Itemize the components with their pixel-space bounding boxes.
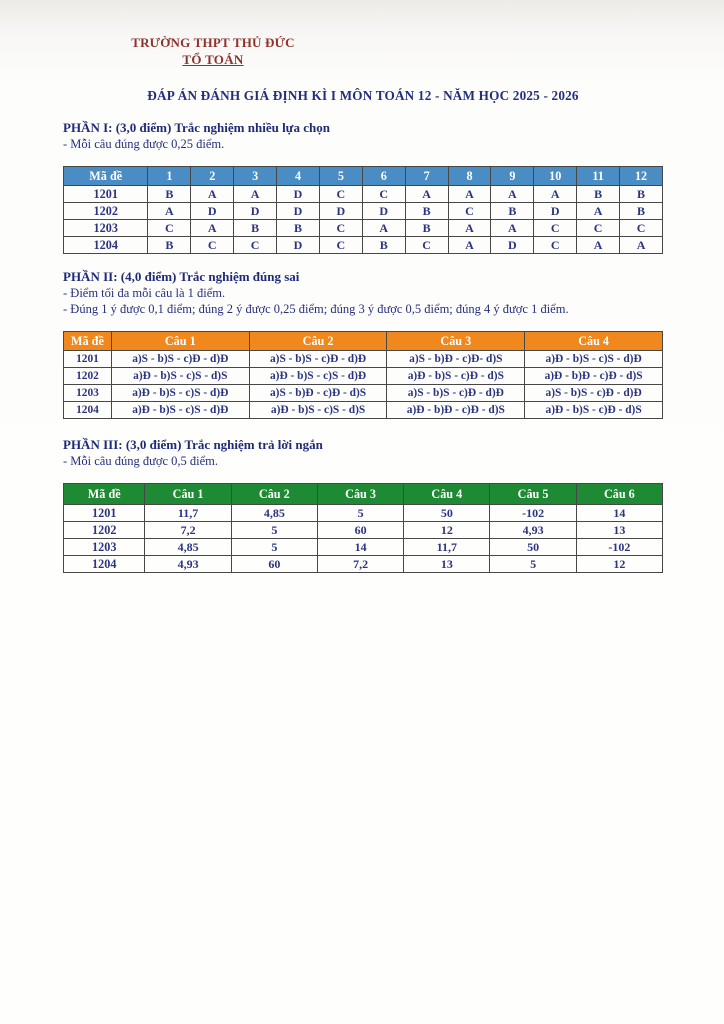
exam-code-cell: 1202 (64, 368, 112, 385)
table-row (64, 220, 663, 237)
answer-cell: D (362, 203, 405, 220)
answer-cell: A (448, 186, 491, 203)
table-row (64, 203, 663, 220)
answer-cell: A (405, 186, 448, 203)
answer-cell: a)S - b)S - c)Đ - d)Đ (111, 351, 249, 368)
table-header-row (64, 332, 663, 351)
answer-cell: C (448, 203, 491, 220)
answer-cell: 4,93 (490, 522, 576, 539)
answer-cell: 14 (317, 539, 403, 556)
answer-cell: A (620, 237, 663, 254)
section2-note-1: - Điểm tối đa mỗi câu là 1 điểm. (63, 286, 226, 300)
answer-cell: 12 (404, 522, 490, 539)
exam-code-cell: 1203 (64, 385, 112, 402)
answer-cell: A (577, 237, 620, 254)
question-column-header: 11 (577, 167, 620, 186)
answer-cell: a)Đ - b)S - c)S - d)Đ (111, 385, 249, 402)
answer-cell: C (362, 186, 405, 203)
answer-table (63, 331, 663, 419)
table-header-row (64, 167, 663, 186)
answer-cell: A (448, 237, 491, 254)
section3-answer-table (63, 483, 663, 573)
table-row (64, 385, 663, 402)
question-column-header: Câu 1 (111, 332, 249, 351)
answer-cell: 14 (576, 505, 662, 522)
exam-code-cell: 1202 (64, 522, 145, 539)
section1-heading: PHẦN I: (3,0 điểm) Trắc nghiệm nhiều lựa chọn (63, 120, 330, 135)
exam-code-cell: 1201 (64, 351, 112, 368)
answer-cell: a)S - b)S - c)Đ - d)Đ (525, 385, 663, 402)
department-name: TỔ TOÁN (182, 52, 244, 67)
exam-code-column-header: Mã đề (64, 484, 145, 505)
answer-cell: a)Đ - b)S - c)Đ - d)S (387, 368, 525, 385)
answer-cell: A (362, 220, 405, 237)
answer-cell: B (148, 186, 191, 203)
answer-cell: C (191, 237, 234, 254)
answer-cell: C (319, 220, 362, 237)
section3-heading: PHẦN III: (3,0 điểm) Trắc nghiệm trả lời ngắn (63, 437, 323, 452)
question-column-header: 12 (620, 167, 663, 186)
question-column-header: 10 (534, 167, 577, 186)
answer-cell: a)Đ - b)Đ - c)Đ - d)S (525, 368, 663, 385)
answer-cell: B (491, 203, 534, 220)
answer-cell: D (277, 237, 320, 254)
table-row (64, 186, 663, 203)
answer-cell: C (534, 220, 577, 237)
answer-cell: D (534, 203, 577, 220)
exam-code-column-header: Mã đề (64, 167, 148, 186)
exam-code-cell: 1204 (64, 556, 145, 573)
answer-cell: A (577, 203, 620, 220)
answer-cell: A (491, 186, 534, 203)
question-column-header: 7 (405, 167, 448, 186)
exam-code-column-header: Mã đề (64, 332, 112, 351)
answer-cell: a)Đ - b)S - c)S - d)S (111, 368, 249, 385)
answer-cell: B (405, 203, 448, 220)
answer-cell: 4,85 (145, 539, 231, 556)
question-column-header: Câu 4 (525, 332, 663, 351)
school-name: TRƯỜNG THPT THỦ ĐỨC (131, 35, 295, 50)
question-column-header: 9 (491, 167, 534, 186)
table-row (64, 351, 663, 368)
section1-note: - Mỗi câu đúng được 0,25 điểm. (63, 137, 225, 151)
answer-cell: 7,2 (317, 556, 403, 573)
exam-code-cell: 1202 (64, 203, 148, 220)
question-column-header: Câu 2 (231, 484, 317, 505)
answer-cell: A (491, 220, 534, 237)
answer-cell: 11,7 (404, 539, 490, 556)
answer-cell: C (234, 237, 277, 254)
answer-cell: a)Đ - b)S - c)S - d)Đ (249, 368, 387, 385)
answer-cell: a)S - b)Đ - c)Đ - d)S (249, 385, 387, 402)
answer-cell: C (577, 220, 620, 237)
answer-cell: D (277, 203, 320, 220)
answer-cell: 60 (317, 522, 403, 539)
question-column-header: 2 (191, 167, 234, 186)
answer-cell: 50 (404, 505, 490, 522)
table-row (64, 402, 663, 419)
question-column-header: 4 (277, 167, 320, 186)
answer-cell: A (448, 220, 491, 237)
answer-cell: B (362, 237, 405, 254)
answer-cell: C (620, 220, 663, 237)
answer-cell: D (319, 203, 362, 220)
answer-cell: -102 (576, 539, 662, 556)
answer-cell: 5 (231, 522, 317, 539)
answer-cell: B (277, 220, 320, 237)
answer-cell: B (620, 203, 663, 220)
answer-cell: 4,93 (145, 556, 231, 573)
table-row (64, 368, 663, 385)
answer-table (63, 166, 663, 254)
answer-cell: B (148, 237, 191, 254)
answer-cell: a)Đ - b)S - c)S - d)Đ (525, 351, 663, 368)
answer-cell: 5 (490, 556, 576, 573)
answer-cell: 50 (490, 539, 576, 556)
question-column-header: Câu 5 (490, 484, 576, 505)
answer-cell: a)Đ - b)S - c)S - d)Đ (111, 402, 249, 419)
answer-cell: a)S - b)S - c)Đ - d)Đ (387, 385, 525, 402)
answer-cell: a)Đ - b)Đ - c)Đ - d)S (387, 402, 525, 419)
section2-answer-table (63, 331, 663, 419)
question-column-header: Câu 1 (145, 484, 231, 505)
answer-cell: D (191, 203, 234, 220)
answer-cell: A (234, 186, 277, 203)
answer-cell: B (405, 220, 448, 237)
answer-cell: 5 (317, 505, 403, 522)
table-header-row (64, 484, 663, 505)
section1-answer-table (63, 166, 663, 254)
question-column-header: Câu 6 (576, 484, 662, 505)
section3-note: - Mỗi câu đúng được 0,5 điểm. (63, 454, 219, 468)
table-row (64, 556, 663, 573)
answer-cell: a)Đ - b)S - c)S - d)S (249, 402, 387, 419)
answer-cell: 60 (231, 556, 317, 573)
answer-cell: C (148, 220, 191, 237)
table-row (64, 505, 663, 522)
answer-cell: 7,2 (145, 522, 231, 539)
table-row (64, 522, 663, 539)
question-column-header: 6 (362, 167, 405, 186)
section2-heading: PHẦN II: (4,0 điểm) Trắc nghiệm đúng sai (63, 269, 300, 284)
school-header-block (63, 34, 363, 68)
question-column-header: 8 (448, 167, 491, 186)
table-row (64, 539, 663, 556)
question-column-header: 3 (234, 167, 277, 186)
answer-cell: 12 (576, 556, 662, 573)
answer-cell: a)Đ - b)S - c)Đ - d)S (525, 402, 663, 419)
answer-cell: 11,7 (145, 505, 231, 522)
answer-cell: 13 (404, 556, 490, 573)
answer-cell: -102 (490, 505, 576, 522)
question-column-header: Câu 3 (387, 332, 525, 351)
answer-cell: A (191, 186, 234, 203)
exam-code-cell: 1204 (64, 237, 148, 254)
answer-cell: B (577, 186, 620, 203)
section2-note-2: - Đúng 1 ý được 0,1 điểm; đúng 2 ý được 0,25 điểm; đúng 3 ý được 0,5 điểm; đúng 4 ý được 1 điểm. (63, 302, 569, 316)
answer-cell: 4,85 (231, 505, 317, 522)
answer-cell: C (405, 237, 448, 254)
answer-table (63, 483, 663, 573)
answer-cell: C (534, 237, 577, 254)
answer-cell: a)S - b)S - c)Đ - d)Đ (249, 351, 387, 368)
answer-cell: D (491, 237, 534, 254)
answer-cell: A (148, 203, 191, 220)
question-column-header: Câu 2 (249, 332, 387, 351)
question-column-header: Câu 4 (404, 484, 490, 505)
document-title: ĐÁP ÁN ĐÁNH GIÁ ĐỊNH KÌ I MÔN TOÁN 12 - NĂM HỌC 2025 - 2026 (147, 88, 579, 103)
question-column-header: 1 (148, 167, 191, 186)
answer-cell: D (277, 186, 320, 203)
exam-code-cell: 1201 (64, 505, 145, 522)
answer-cell: B (234, 220, 277, 237)
exam-code-cell: 1201 (64, 186, 148, 203)
exam-code-cell: 1203 (64, 539, 145, 556)
answer-cell: B (620, 186, 663, 203)
answer-cell: A (534, 186, 577, 203)
question-column-header: Câu 3 (317, 484, 403, 505)
table-row (64, 237, 663, 254)
question-column-header: 5 (319, 167, 362, 186)
answer-cell: D (234, 203, 277, 220)
answer-cell: C (319, 186, 362, 203)
exam-code-cell: 1203 (64, 220, 148, 237)
answer-cell: A (191, 220, 234, 237)
answer-cell: 5 (231, 539, 317, 556)
answer-cell: a)S - b)Đ - c)Đ- d)S (387, 351, 525, 368)
exam-code-cell: 1204 (64, 402, 112, 419)
answer-cell: 13 (576, 522, 662, 539)
answer-cell: C (319, 237, 362, 254)
